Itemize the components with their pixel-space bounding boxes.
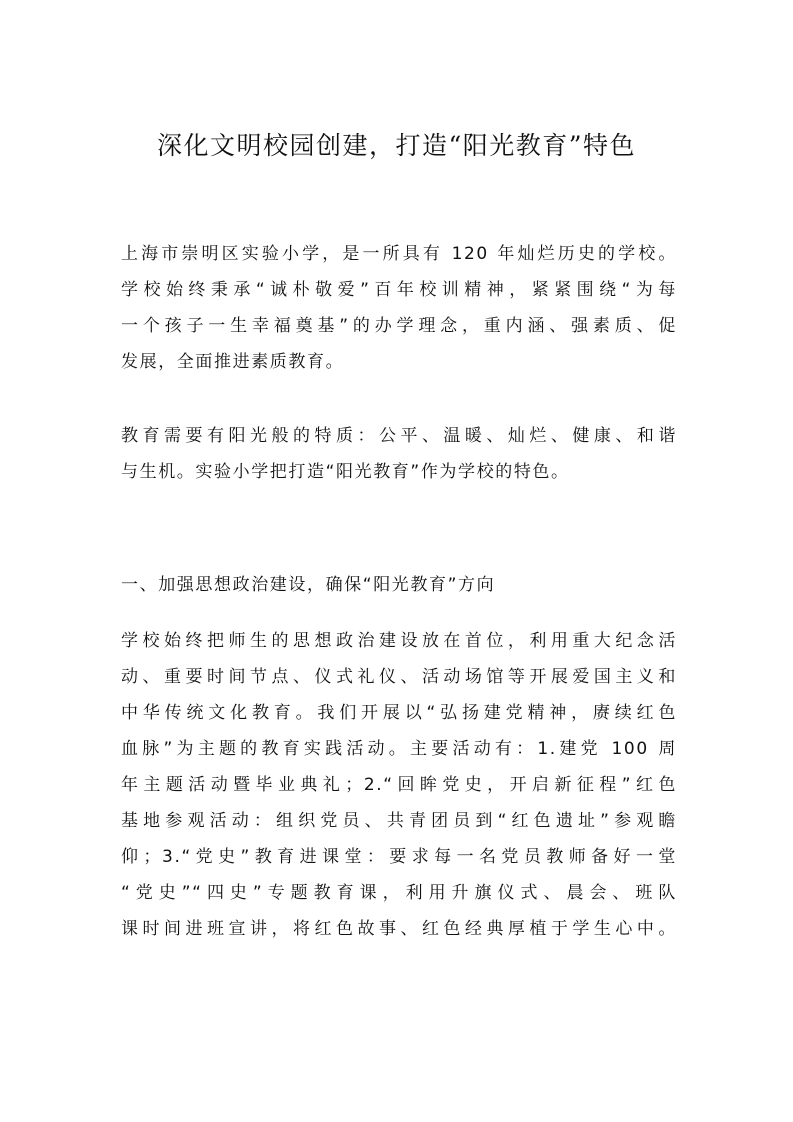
paragraph-line: 动、重要时间节点、仪式礼仪、活动场馆等开展爱国主义和	[121, 667, 677, 687]
sunshine-education-paragraph	[121, 418, 677, 490]
paragraph-line: “党史”“四史”专题教育课，利用升旗仪式、晨会、班队	[121, 883, 677, 903]
section-paragraph	[121, 623, 677, 947]
paragraph-line: 发展，全面推进素质教育。	[121, 352, 345, 372]
paragraph-line: 基地参观活动：组织党员、共青团员到“红色遗址”参观瞻	[121, 811, 677, 831]
paragraph-line: 年主题活动暨毕业典礼；2.“回眸党史，开启新征程”红色	[121, 775, 677, 795]
paragraph-line: 学校始终秉承“诚朴敬爱”百年校训精神，紧紧围绕“为每	[121, 280, 677, 300]
paragraph-line: 与生机。实验小学把打造“阳光教育”作为学校的特色。	[121, 462, 570, 482]
paragraph-line: 学校始终把师生的思想政治建设放在首位，利用重大纪念活	[121, 631, 677, 651]
section-heading-text: 一、加强思想政治建设，确保“阳光教育”方向	[121, 575, 496, 595]
paragraph-line: 仰；3.“党史”教育进课堂：要求每一名党员教师备好一堂	[121, 847, 677, 867]
paragraph-line: 一个孩子一生幸福奠基”的办学理念，重内涵、强素质、促	[121, 316, 677, 336]
paragraph-line: 课时间进班宣讲，将红色故事、红色经典厚植于学生心中。	[121, 919, 677, 939]
document-title: 深化文明校园创建，打造“阳光教育”特色	[156, 131, 637, 160]
paragraph-line: 上海市崇明区实验小学，是一所具有 120 年灿烂历史的学校。	[121, 244, 677, 264]
paragraph-line: 教育需要有阳光般的特质：公平、温暖、灿烂、健康、和谐	[121, 426, 677, 446]
section-heading	[121, 567, 677, 603]
intro-paragraph	[121, 236, 677, 380]
paragraph-line: 血脉”为主题的教育实践活动。主要活动有：1.建党 100 周	[121, 739, 677, 759]
paragraph-line: 中华传统文化教育。我们开展以“弘扬建党精神，赓续红色	[121, 703, 677, 723]
